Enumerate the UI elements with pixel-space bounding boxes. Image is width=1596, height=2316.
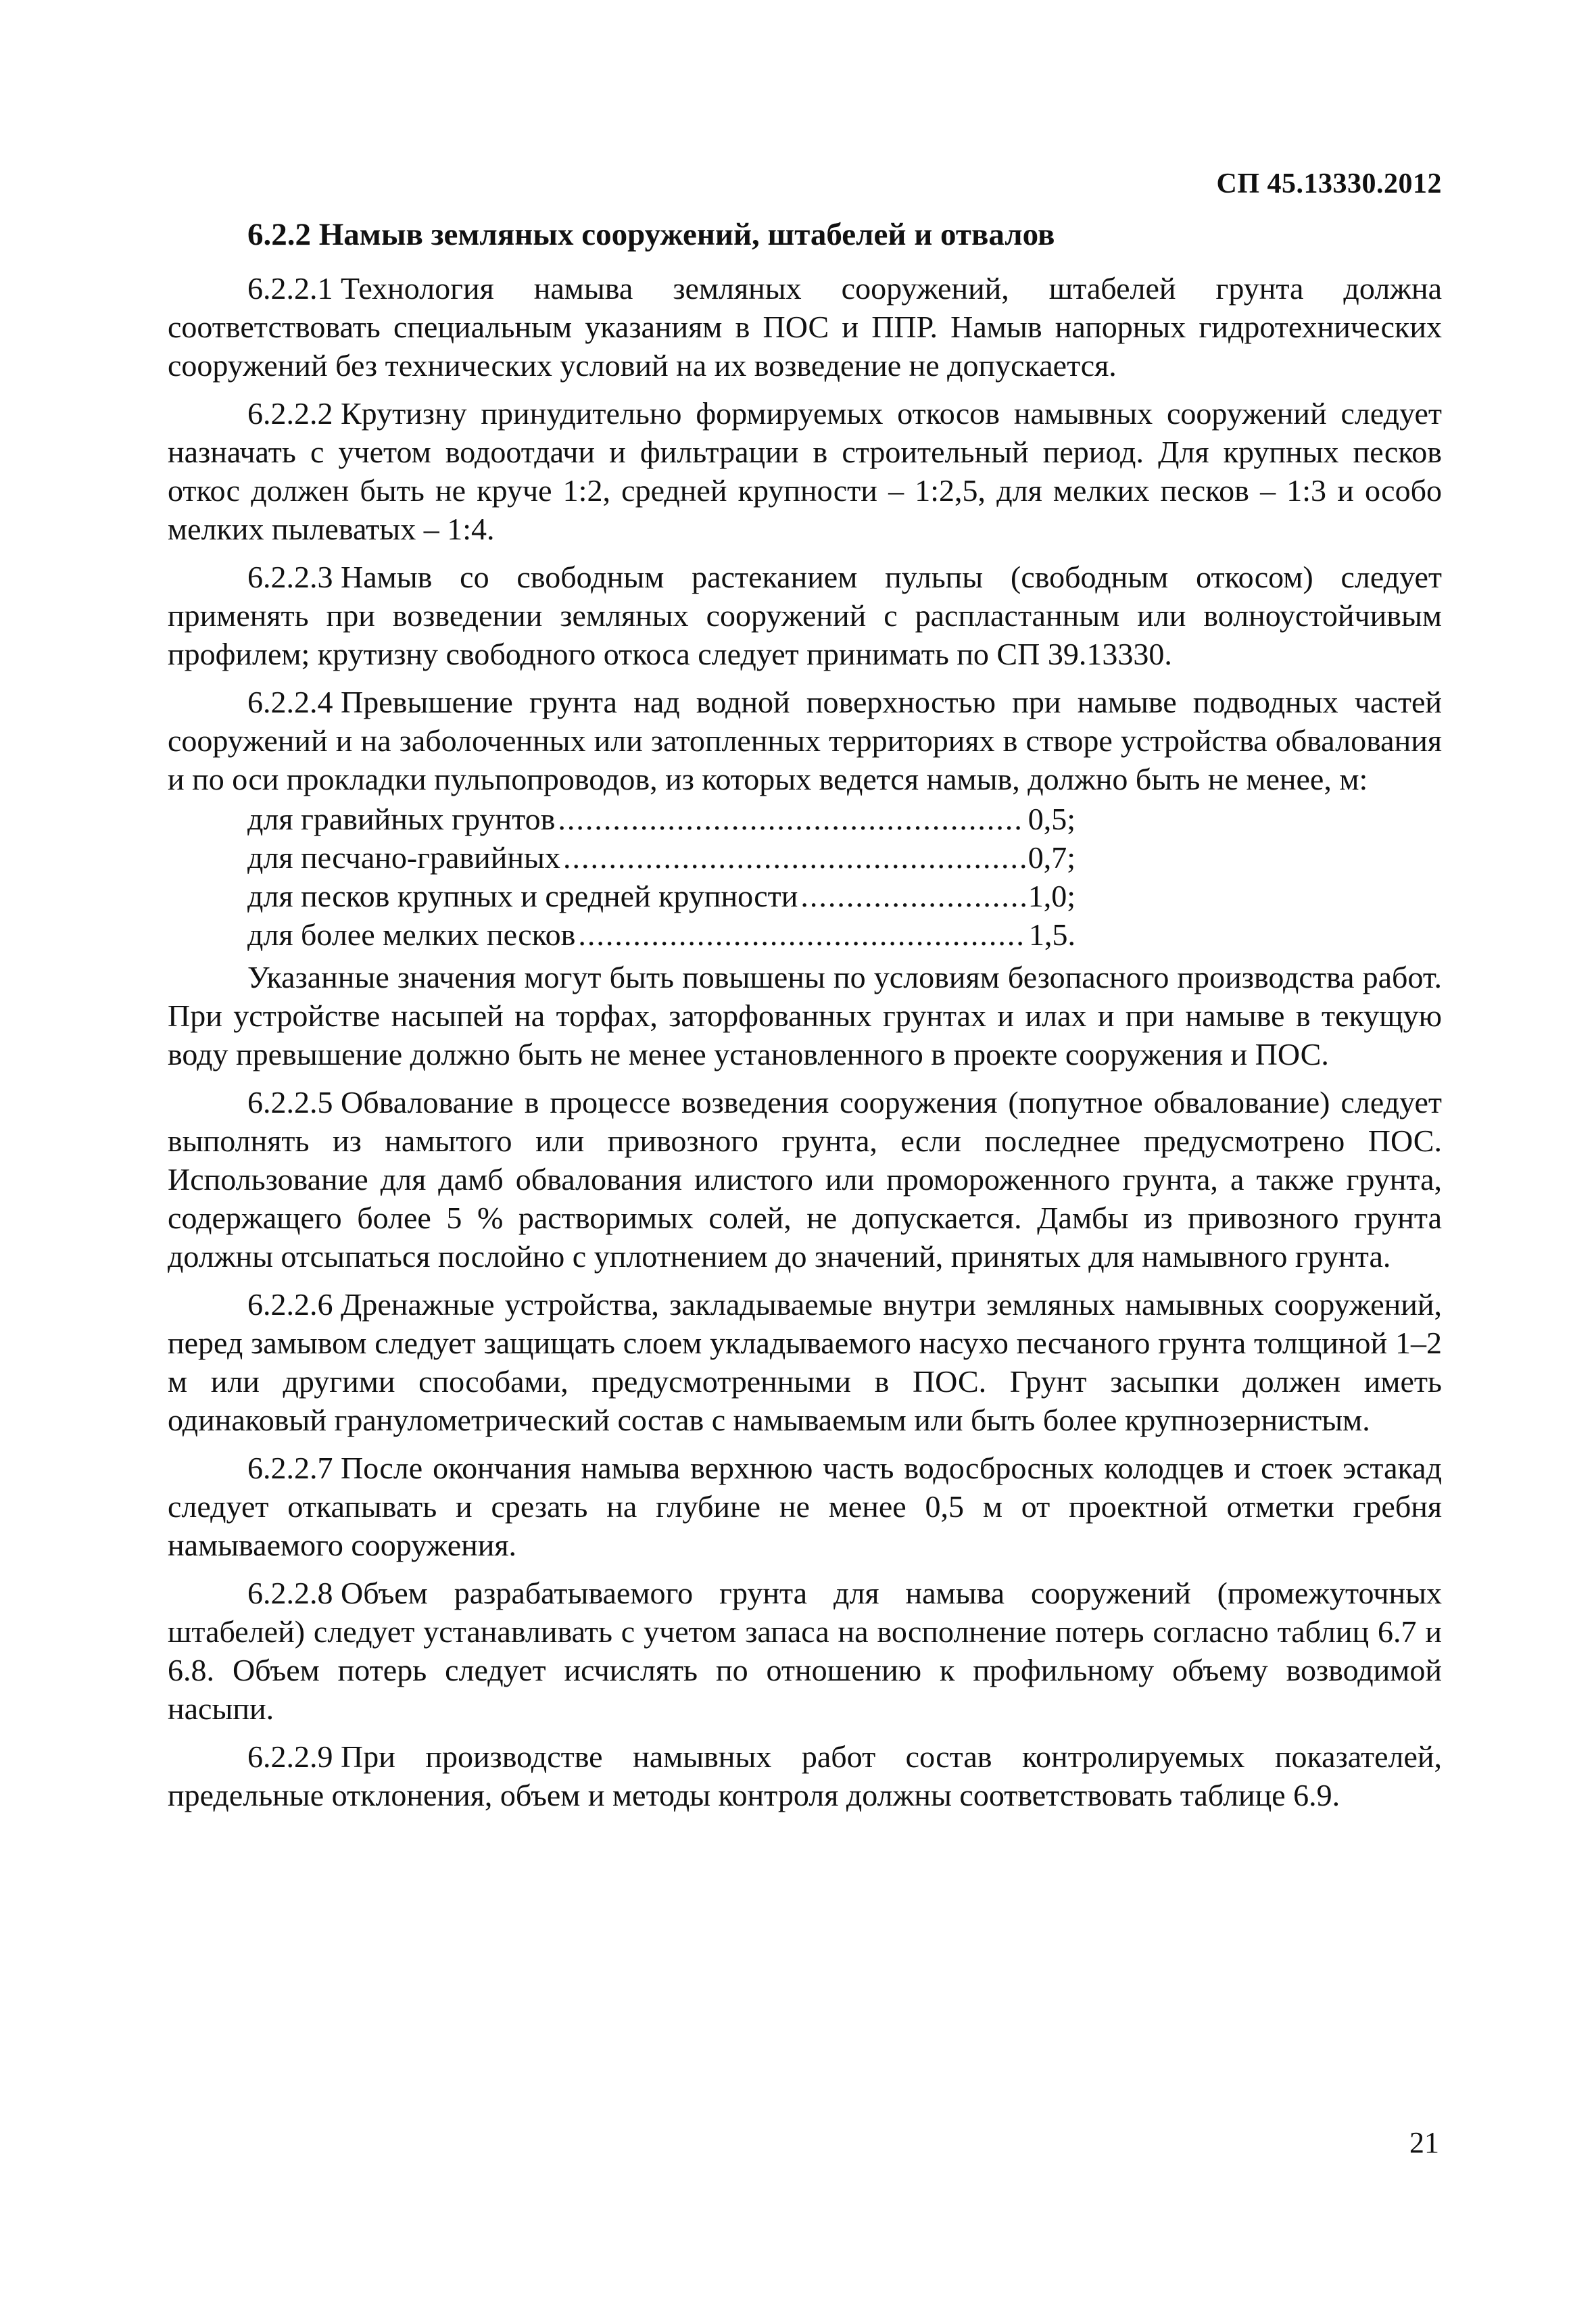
list-item-label: для более мелких песков: [247, 917, 576, 952]
list-item: [247, 800, 1075, 838]
paragraph-6-2-2-1: [168, 269, 1442, 385]
paragraph-text: Превышение грунта над водной поверхностью при намыве подводных частей сооружений и на заболоченных или затопленных территориях в створе устройства обвалования и по оси прокладки пульпопроводов, из которых ведется намыв, должно быть не менее, м:: [168, 685, 1442, 796]
list-item: [247, 915, 1075, 954]
list-item-value: 1,5.: [1029, 917, 1075, 952]
paragraph-number: 6.2.2.4: [247, 685, 333, 719]
list-item-label: для гравийных грунтов: [247, 802, 556, 836]
paragraph-number: 6.2.2.5: [247, 1085, 333, 1119]
list-item-value: 1,0;: [1027, 879, 1075, 913]
paragraph-6-2-2-4: [168, 683, 1442, 798]
dot-leader: [578, 915, 1026, 954]
elevation-list: [247, 800, 1442, 954]
paragraph-number: 6.2.2.2: [247, 396, 333, 431]
paragraph-6-2-2-9: [168, 1737, 1442, 1814]
paragraph-text: Дренажные устройства, закладываемые внутри земляных намывных сооружений, перед замывом следует защищать слоем укладываемого насухо песчаного грунта толщиной 1–2 м или другими способами, предусмотренными в ПОС. Грунт засыпки должен иметь одинаковый гранулометрический состав с намываемым или быть более крупнозернистым.: [168, 1287, 1442, 1437]
dot-leader: [800, 877, 1025, 915]
section-title: 6.2.2 Намыв земляных сооружений, штабелей и отвалов: [247, 217, 1055, 252]
document-code: СП 45.13330.2012: [1216, 168, 1442, 199]
list-item-value: 0,5;: [1027, 802, 1075, 836]
paragraph-6-2-2-6: [168, 1285, 1442, 1439]
page-content: [168, 215, 1442, 1824]
paragraph-6-2-2-2: [168, 394, 1442, 548]
list-item: [247, 877, 1075, 915]
paragraph-number: 6.2.2.8: [247, 1576, 333, 1610]
paragraph-text: Объем разрабатываемого грунта для намыва сооружений (промежуточных штабелей) следует устанавливать с учетом запаса на восполнение потерь согласно таблиц 6.7 и 6.8. Объем потерь следует исчислять по отношению к профильному объему возводимой насыпи.: [168, 1576, 1442, 1726]
paragraph-text: После окончания намыва верхнюю часть водосбросных колодцев и стоек эстакад следует откапывать и срезать на глубине не менее 0,5 м от проектной отметки гребня намываемого сооружения.: [168, 1451, 1442, 1562]
paragraph-6-2-2-5: [168, 1083, 1442, 1276]
list-item-label: для песчано-гравийных: [247, 840, 560, 875]
list-item-label: для песков крупных и средней крупности: [247, 879, 798, 913]
paragraph-text: Обвалование в процессе возведения сооружения (попутное обвалование) следует выполнять из намытого или привозного грунта, если последнее предусмотрено ПОС. Использование для дамб обвалования илистого или промороженного грунта, а также грунта, содержащего более 5 % растворимых солей, не допускается. Дамбы из привозного грунта должны отсыпаться послойно с уплотнением до значений, принятых для намывного грунта.: [168, 1085, 1442, 1274]
paragraph-text: Намыв со свободным растеканием пульпы (свободным откосом) следует применять при возведении земляных сооружений с распластанным или волноустойчивым профилем; крутизну свободного откоса следует принимать по СП 39.13330.: [168, 560, 1442, 671]
paragraph-6-2-2-8: [168, 1574, 1442, 1728]
paragraph-number: 6.2.2.7: [247, 1451, 333, 1485]
paragraph-number: 6.2.2.6: [247, 1287, 333, 1322]
paragraph-note: [168, 958, 1442, 1073]
paragraph-6-2-2-7: [168, 1449, 1442, 1564]
paragraph-number: 6.2.2.1: [247, 271, 333, 306]
list-item: [247, 838, 1075, 877]
paragraph-text: Крутизну принудительно формируемых откосов намывных сооружений следует назначать с учетом водоотдачи и фильтрации в строительный период. Для крупных песков откос должен быть не круче 1:2, средней крупности – 1:2,5, для мелких песков – 1:3 и особо мелких пылеватых – 1:4.: [168, 396, 1442, 546]
page-number: 21: [1409, 2126, 1439, 2159]
list-item-value: 0,7;: [1027, 840, 1075, 875]
paragraph-text: Технология намыва земляных сооружений, штабелей грунта должна соответствовать специальным указаниям в ПОС и ППР. Намыв напорных гидротехнических сооружений без технических условий на их возведение не допускается.: [168, 271, 1442, 383]
paragraph-6-2-2-3: [168, 558, 1442, 673]
dot-leader: [563, 838, 1025, 877]
paragraph-text: При производстве намывных работ состав контролируемых показателей, предельные отклонения, объем и методы контроля должны соответствовать таблице 6.9.: [168, 1739, 1442, 1812]
paragraph-number: 6.2.2.3: [247, 560, 333, 594]
paragraph-number: 6.2.2.9: [247, 1739, 333, 1774]
paragraph-text: Указанные значения могут быть повышены по условиям безопасного производства работ. При устройстве насыпей на торфах, заторфованных грунтах и илах и при намыве в текущую воду превышение должно быть не менее установленного в проекте сооружения и ПОС.: [168, 960, 1442, 1071]
dot-leader: [558, 800, 1025, 838]
